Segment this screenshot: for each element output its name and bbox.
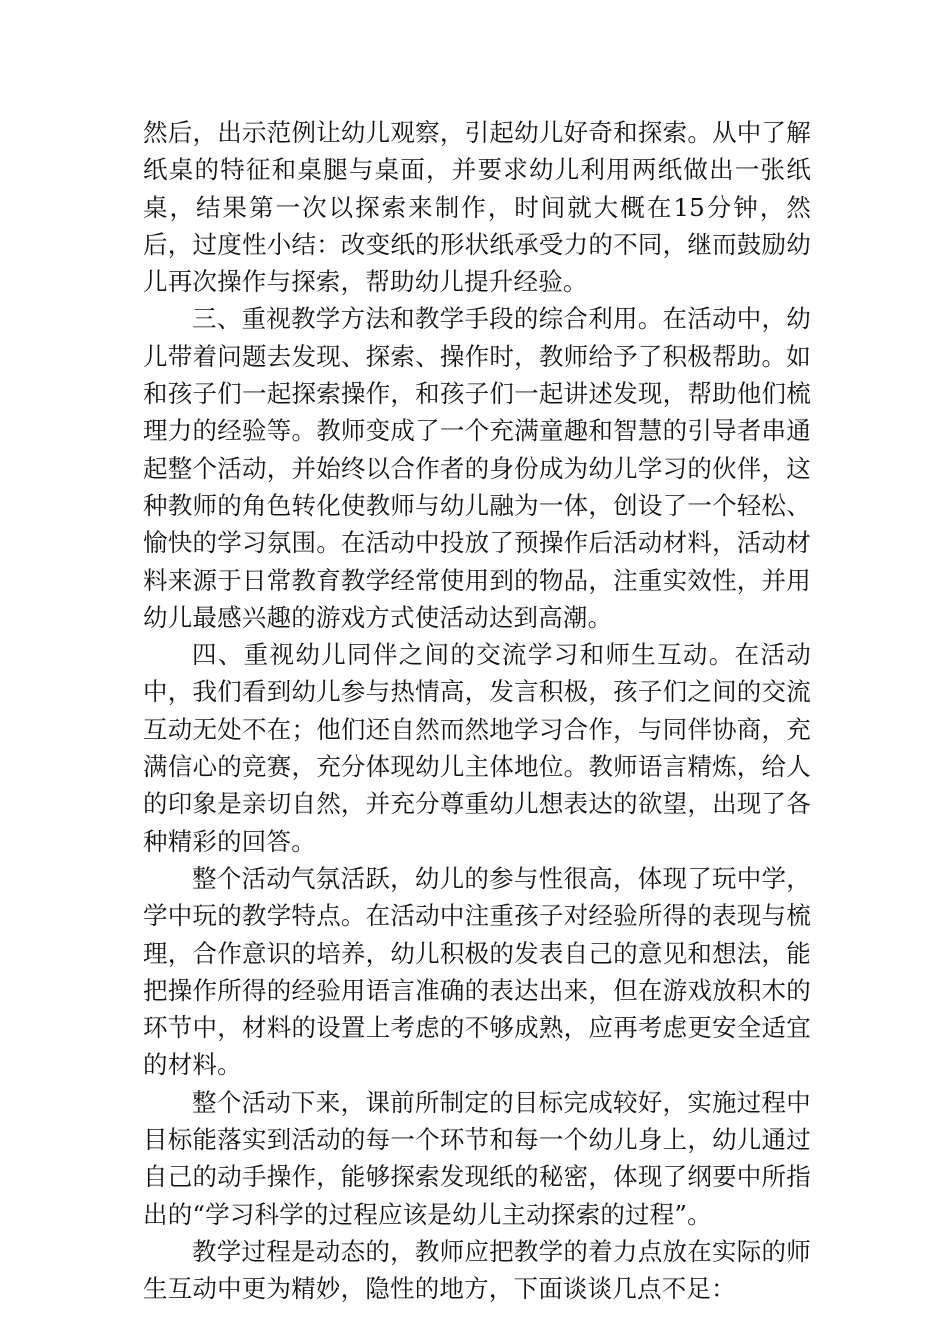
paragraph-continuation: 然后，出示范例让幼儿观察，引起幼儿好奇和探索。从中了解纸桌的特征和桌腿与桌面，并要求幼儿利用两纸做出一张纸桌，结果第一次以探索来制作，时间就大概在15分钟，然后，过度性小结：改变纸的形状纸承受力的不同，继而鼓励幼儿再次操作与探索，帮助幼儿提升经验。 <box>143 118 811 297</box>
document-body <box>143 114 811 1308</box>
paragraph-activity-goals: 整个活动下来，课前所制定的目标完成较好，实施过程中目标能落实到活动的每一个环节和每一个幼儿身上，幼儿通过自己的动手操作，能够探索发现纸的秘密，体现了纲要中所指出的“学习科学的过程应该是幼儿主动探索的过程”。 <box>143 1087 811 1229</box>
paragraph-teaching-methods: 三、重视教学方法和教学手段的综合利用。在活动中，幼儿带着问题去发现、探索、操作时，教师给予了积极帮助。如和孩子们一起探索操作，和孩子们一起讲述发现，帮助他们梳理力的经验等。教师变成了一个充满童趣和智慧的引导者串通起整个活动，并始终以合作者的身份成为幼儿学习的伙伴，这种教师的角色转化使教师与幼儿融为一体，创设了一个轻松、愉快的学习氛围。在活动中投放了预操作后活动材料，活动材料来源于日常教育教学经常使用到的物品，注重实效性，并用幼儿最感兴趣的游戏方式使活动达到高潮。 <box>143 304 811 632</box>
paragraph-peer-interaction: 四、重视幼儿同伴之间的交流学习和师生互动。在活动中，我们看到幼儿参与热情高，发言积极，孩子们之间的交流互动无处不在；他们还自然而然地学习合作，与同伴协商，充满信心的竞赛，充分体现幼儿主体地位。教师语言精炼，给人的印象是亲切自然，并充分尊重幼儿想表达的欲望，出现了各种精彩的回答。 <box>143 640 811 856</box>
paragraph-activity-atmosphere: 整个活动气氛活跃，幼儿的参与性很高，体现了玩中学，学中玩的教学特点。在活动中注重孩子对经验所得的表现与梳理，合作意识的培养，幼儿积极的发表自己的意见和想法，能把操作所得的经验用语言准确的表达出来，但在游戏放积木的环节中，材料的设置上考虑的不够成熟，应再考虑更安全适宜的材料。 <box>143 863 811 1080</box>
paragraph-shortcomings-intro: 教学过程是动态的，教师应把教学的着力点放在实际的师生互动中更为精妙，隐性的地方，下面谈谈几点不足： <box>143 1236 811 1304</box>
